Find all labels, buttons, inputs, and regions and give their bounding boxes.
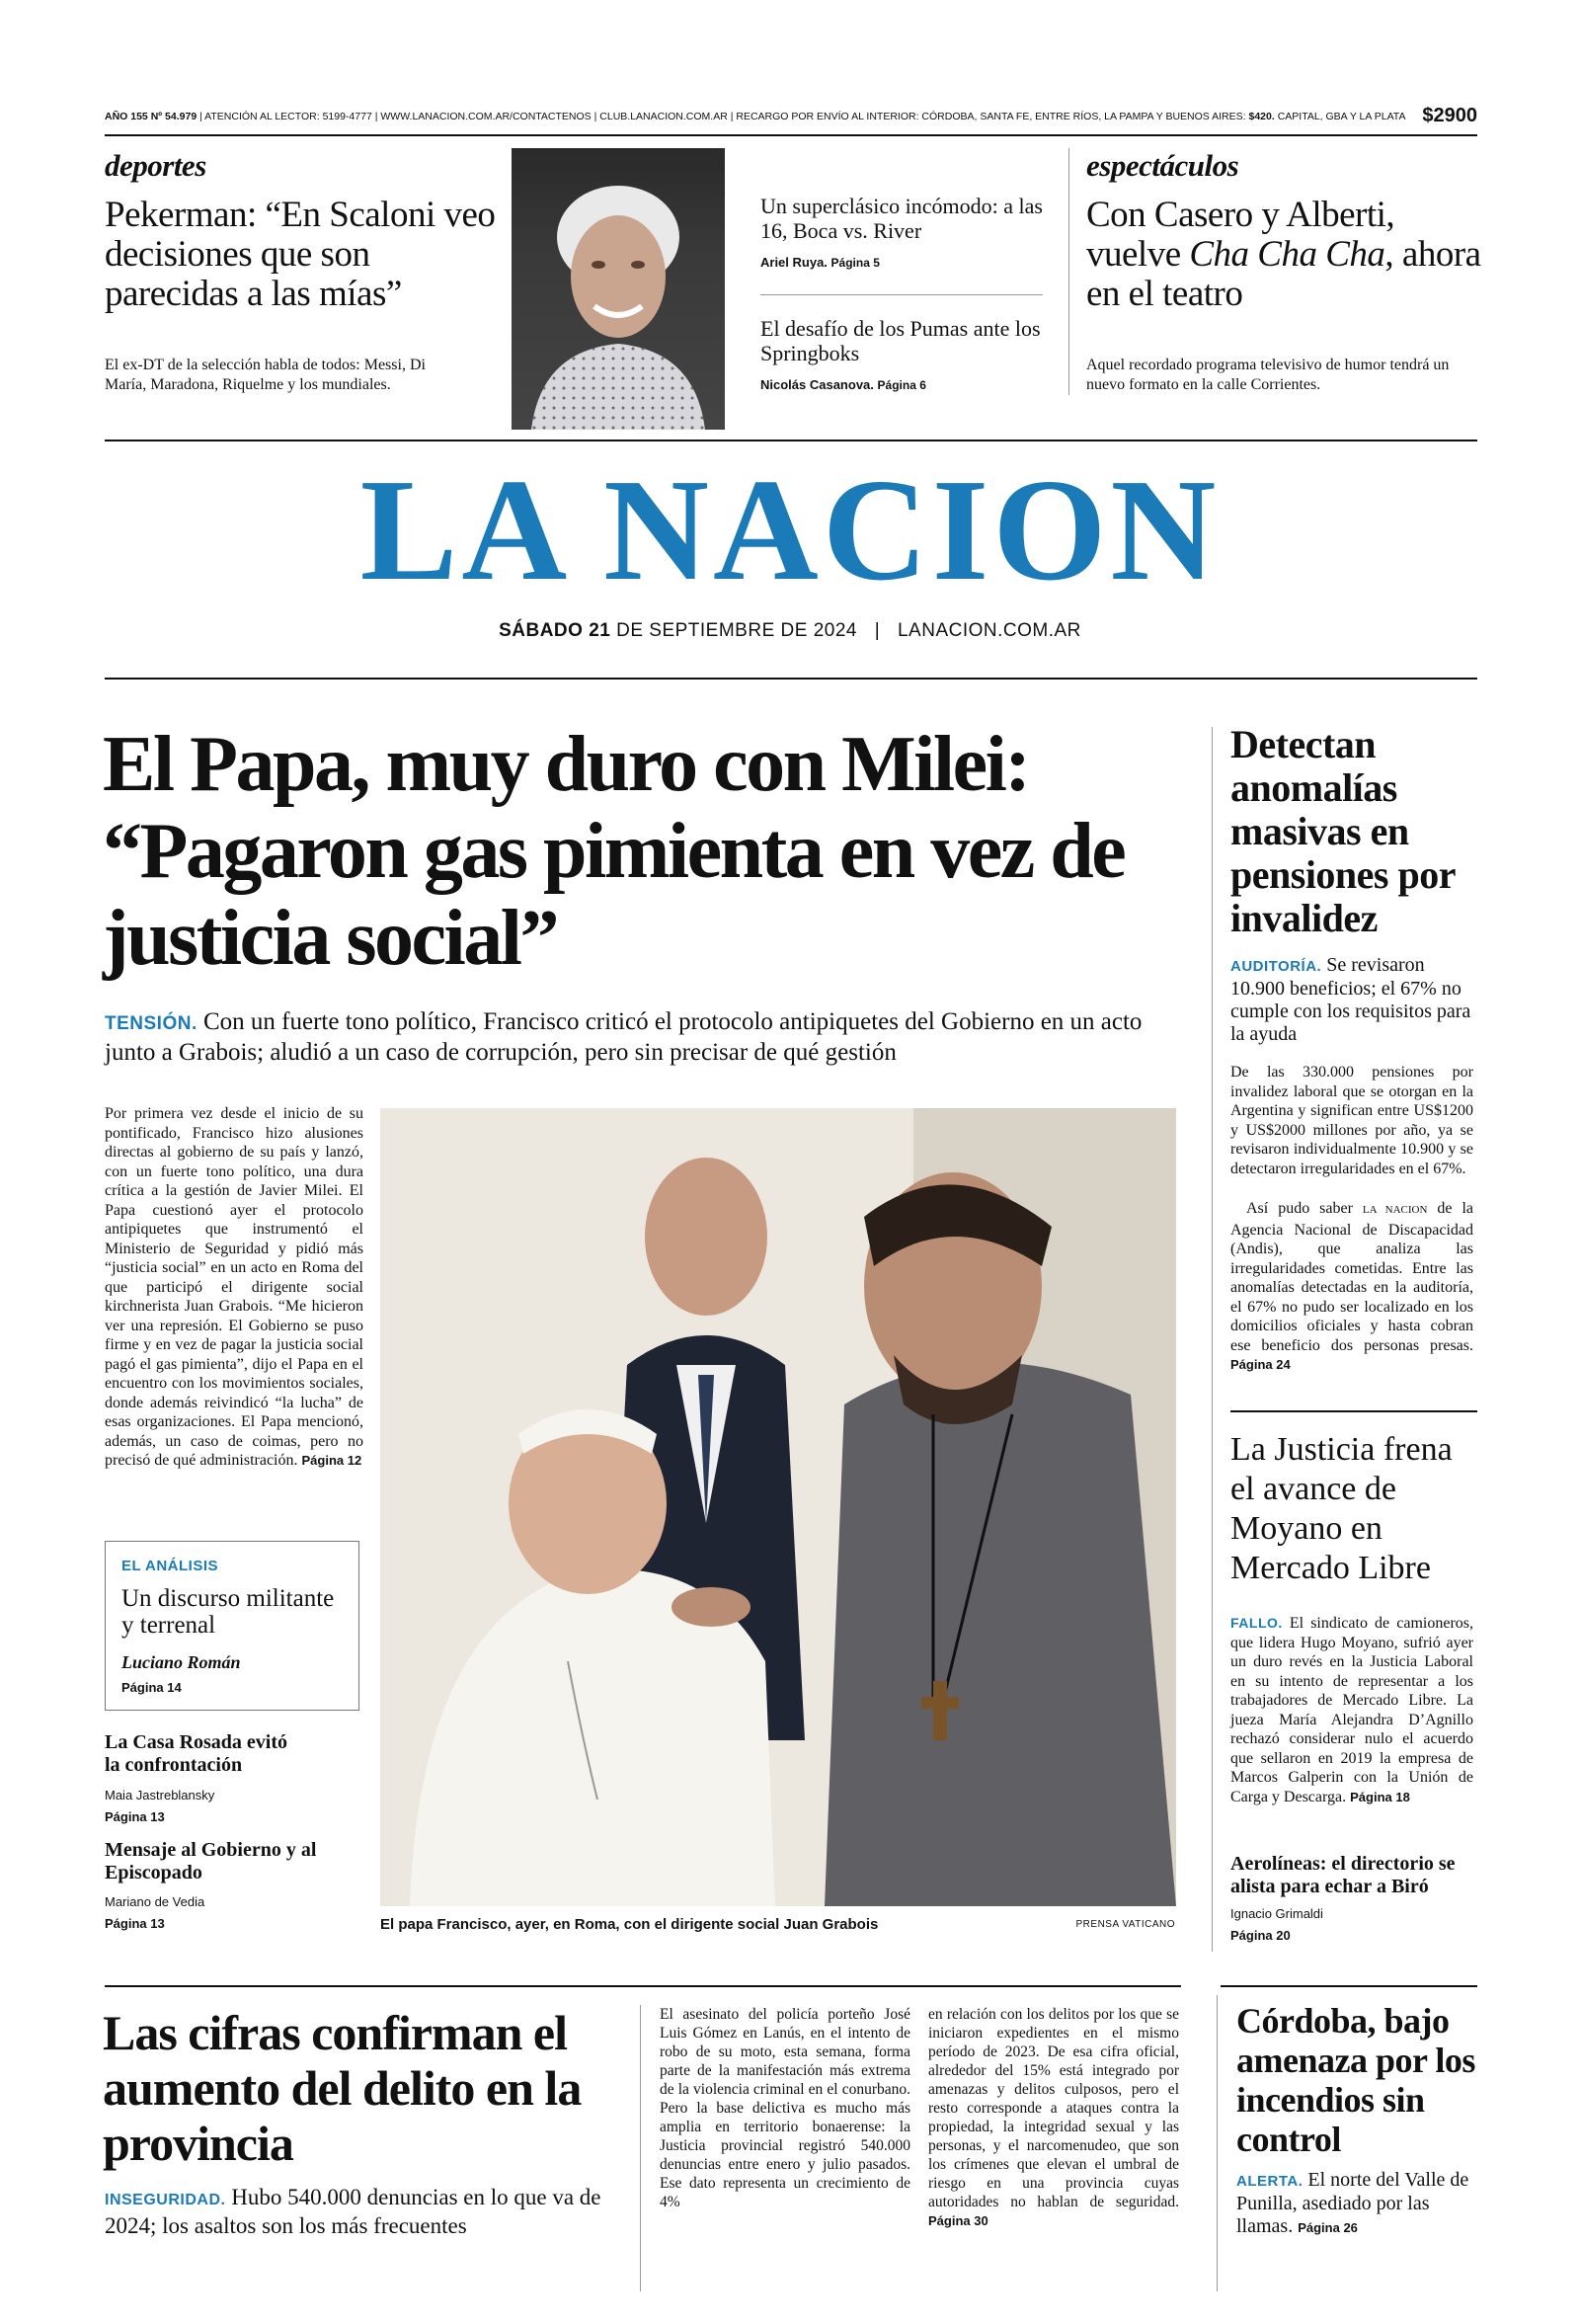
lead-credit: PRENSA VATICANO xyxy=(1075,1919,1175,1930)
related-2-author: Mariano de Vedia xyxy=(105,1894,205,1909)
meta-bar: AÑO 155 Nº 54.979 | ATENCIÓN AL LECTOR: 5199-4777 | WWW.LANACION.COM.AR/CONTACTENOS | CLUB.LANACION.COM.AR | RECARGO POR ENVÍO AL INTERIOR: CÓRDOBA, SANTA FE, ENTRE RÍOS, LA PAMPA Y BUENOS AIRES: $420. CAPITAL, GBA Y LA PLATA xyxy=(105,111,1406,122)
right-divider-1 xyxy=(1230,1410,1477,1412)
masthead-bottom-rule xyxy=(105,678,1477,680)
moyano-body xyxy=(1230,1614,1473,1806)
pekerman-photo[interactable] xyxy=(512,148,725,430)
brief-superclasico-page[interactable]: Página 5 xyxy=(830,256,880,270)
brief-pumas-page[interactable]: Página 6 xyxy=(877,378,926,392)
cordoba-page[interactable]: Página 26 xyxy=(1298,2220,1358,2235)
meta-contact-url[interactable]: WWW.LANACION.COM.AR/CONTACTENOS xyxy=(380,111,592,122)
pensiones-headline[interactable]: Detectan anomalías masivas en pensiones por invalidez xyxy=(1230,722,1456,940)
section-espectaculos[interactable]: espectáculos xyxy=(1086,148,1239,183)
deportes-summary: El ex-DT de la selección habla de todos: Messi, Di María, Maradona, Riquelme y los mundiales. xyxy=(105,357,426,393)
masthead-top-rule xyxy=(105,440,1477,441)
moyano-body-text: El sindicato de camioneros, que lidera Hugo Moyano, sufrió ayer un duro revés en la Justicia Laboral en su intento de representar a los trabajadores de Mercado Libre. La jueza María Alejandra D’Agnillo rechazó considerar nulo el acuerdo que sellaron en 2019 la empresa de Marcos Galperin con la Unión de Carga y Descarga. xyxy=(1230,1615,1473,1805)
section-deportes[interactable]: deportes xyxy=(105,148,206,183)
deportes-headline[interactable]: Pekerman: “En Scaloni veo decisiones que son parecidas a las mías” xyxy=(105,195,496,314)
masthead-site[interactable]: LANACION.COM.AR xyxy=(897,620,1081,641)
meta-club-url[interactable]: CLUB.LANACION.COM.AR xyxy=(599,111,728,122)
delito-headline[interactable]: Las cifras confirman el aumento del delito en la provincia xyxy=(103,2005,582,2171)
pensiones-body2-a: Así pudo saber xyxy=(1246,1200,1363,1217)
espectaculos-headline-c: , ahora en el teatro xyxy=(1086,234,1481,314)
delito-vrule xyxy=(640,2005,641,2291)
meta-reader-phone: ATENCIÓN AL LECTOR: 5199-4777 xyxy=(204,111,372,122)
analysis-box[interactable] xyxy=(105,1541,359,1711)
briefs-divider xyxy=(760,294,1043,295)
top-strip-vrule xyxy=(1068,148,1069,395)
aerolineas-author: Ignacio Grimaldi xyxy=(1230,1906,1323,1921)
brief-pumas-title[interactable]: El desafío de los Pumas ante los Springboks xyxy=(760,316,1041,365)
delito-deck-text: Hubo 540.000 denuncias en lo que va de 2024; los asaltos son los más frecuentes xyxy=(105,2185,601,2238)
masthead-title[interactable]: LA NACION xyxy=(359,449,1221,611)
meta-surcharge-label: RECARGO POR ENVÍO AL INTERIOR: CÓRDOBA, SANTA FE, ENTRE RÍOS, LA PAMPA Y BUENOS AIRES: xyxy=(736,111,1246,122)
brief-pumas-byline xyxy=(760,377,926,392)
analysis-page: Página 14 xyxy=(121,1680,182,1695)
lead-body-page[interactable]: Página 12 xyxy=(301,1453,362,1468)
moyano-page[interactable]: Página 18 xyxy=(1350,1789,1410,1804)
related-1-page[interactable]: Página 13 xyxy=(105,1809,165,1824)
cordoba-vrule xyxy=(1217,1995,1218,2291)
brief-superclasico-author: Ariel Ruya. xyxy=(760,255,828,270)
aerolineas-page[interactable]: Página 20 xyxy=(1230,1928,1291,1943)
lead-caption: El papa Francisco, ayer, en Roma, con el dirigente social Juan Grabois xyxy=(380,1916,879,1933)
aerolineas-title[interactable]: Aerolíneas: el directorio se alista para echar a Biró xyxy=(1230,1853,1456,1897)
delito-col2-text: en relación con los delitos por los que se iniciaron expedientes en el mismo período de 2023. De esa cifra oficial, alrededor del 15% está integrado por amenazas y delitos culposos, pero el resto corresponde a ataques contra la propiedad, la integridad sexual y las personas, y el narcomenudeo, que son los crímenes que elevan el umbral de riesgo en una provincia cuyas autoridades no hablan de seguridad. xyxy=(928,2006,1179,2210)
moyano-headline[interactable]: La Justicia frena el avance de Moyano en Mercado Libre xyxy=(1230,1431,1453,1586)
meta-year: AÑO 155 xyxy=(105,111,148,122)
delito-col1: El asesinato del policía porteño José Luis Gómez en Lanús, en el intento de robo de su moto, esta semana, forma parte de la manifestación más extrema de la violencia criminal en el conurbano. Pero la base delictiva es mucho más amplia en territorio bonaerense: la Justicia provincial registró 540.000 denuncias entre enero y julio pasados. Ese dato representa un crecimiento de 4% xyxy=(660,2006,910,2210)
masthead-date-rest: DE SEPTIEMBRE DE 2024 xyxy=(610,620,857,641)
cordoba-body xyxy=(1236,2169,1473,2239)
brief-superclasico-byline xyxy=(760,255,880,270)
brief-superclasico-title[interactable]: Un superclásico incómodo: a las 16, Boca vs. River xyxy=(760,194,1043,243)
cordoba-headline[interactable]: Córdoba, bajo amenaza por los incendios sin control xyxy=(1236,2001,1475,2159)
delito-page[interactable]: Página 30 xyxy=(928,2213,988,2228)
espectaculos-headline-a: Con Casero y Alberti, vuelve xyxy=(1086,195,1395,275)
pensiones-deck xyxy=(1230,954,1477,1046)
meta-surcharge-tail: CAPITAL, GBA Y LA PLATA xyxy=(1277,111,1406,122)
right-column-vrule xyxy=(1212,727,1213,1952)
espectaculos-headline-b: Cha Cha Cha xyxy=(1189,234,1385,275)
bottom-right-rule xyxy=(1221,1985,1477,1987)
pensiones-kicker: AUDITORÍA. xyxy=(1230,958,1322,975)
lead-deck xyxy=(105,1007,1181,1067)
lead-headline[interactable]: El Papa, muy duro con Milei: “Pagaron gas pimienta en vez de justicia social” xyxy=(103,721,1125,982)
masthead-separator: | xyxy=(874,620,881,641)
portrait-illustration xyxy=(512,148,725,430)
related-1-author: Maia Jastreblansky xyxy=(105,1788,215,1803)
analysis-label: EL ANÁLISIS xyxy=(121,1558,219,1574)
bottom-rule xyxy=(105,1985,1181,1987)
pensiones-body1: De las 330.000 pensiones por invalidez laboral que se otorgan en la Argentina y significan entre US$1200 y US$2000 millones por año, ya se revisaron individualmente 10.900 y se detectaron irregularidades en el 67%. xyxy=(1230,1064,1473,1177)
pensiones-page[interactable]: Página 24 xyxy=(1230,1357,1291,1372)
masthead-dateline xyxy=(0,620,1580,642)
cordoba-kicker: ALERTA. xyxy=(1236,2173,1304,2190)
analysis-title: Un discurso militante y terrenal xyxy=(121,1585,335,1639)
meta-issue: Nº 54.979 xyxy=(150,111,198,122)
delito-col2 xyxy=(928,2005,1179,2230)
masthead-day: SÁBADO 21 xyxy=(499,620,611,641)
pensiones-body2 xyxy=(1230,1199,1473,1375)
brief-pumas-author: Nicolás Casanova. xyxy=(760,377,874,392)
related-2-page[interactable]: Página 13 xyxy=(105,1916,165,1931)
espectaculos-headline[interactable] xyxy=(1086,196,1481,314)
price: $2900 xyxy=(1422,105,1477,126)
lead-body xyxy=(105,1104,363,1471)
delito-kicker: INSEGURIDAD. xyxy=(105,2192,226,2208)
moyano-kicker: FALLO. xyxy=(1230,1615,1283,1631)
pensiones-body2-brand: LA NACION xyxy=(1362,1204,1428,1216)
lead-photo-illustration xyxy=(380,1108,1176,1906)
cordoba-body-text: El norte del Valle de Punilla, asediado por las llamas. xyxy=(1236,2169,1469,2237)
lead-kicker: TENSIÓN. xyxy=(105,1013,198,1034)
delito-deck xyxy=(105,2185,618,2239)
pensiones-deck-text: Se revisaron 10.900 beneficios; el 67% no cumple con los requisitos para la ayuda xyxy=(1230,954,1471,1045)
related-2-title[interactable]: Mensaje al Gobierno y al Episcopado xyxy=(105,1839,317,1883)
lead-body-text: Por primera vez desde el inicio de su pontificado, Francisco hizo alusiones directas al gobierno de su país y lanzó, con un fuerte tono político, una dura crítica a la gestión de Javier Milei. El Papa cuestionó ayer el protocolo antipiquetes que instrumentó el Ministerio de Seguridad y pidió más “justicia social” en un acto en Roma del que participó el dirigente social kirchnerista Juan Grabois. “Me hicieron ver una represión. El Gobierno se puso firme y en vez de pagar la justicia social pagó el gas pimienta”, dijo el Papa en el encuentro con los movimientos sociales, donde además reivindicó “la lucha” de esas organizaciones. El Papa mencionó, además, un caso de coimas, pero no precisó de qué administración. xyxy=(105,1105,363,1469)
pensiones-body2-b: de la Agencia Nacional de Discapacidad (Andis), que analiza las irregularidades cometidas. Entre las anomalías detectadas en la auditoría, el 67% no pudo ser localizado en los domicilios oficiales y hasta cobran ese beneficio dos personas presas. xyxy=(1230,1200,1473,1354)
lead-deck-text: Con un fuerte tono político, Francisco criticó el protocolo antipiquetes del Gobierno en un acto junto a Grabois; aludió a un caso de corrupción, pero sin precisar de qué gestión xyxy=(105,1008,1143,1066)
top-rule xyxy=(105,134,1477,136)
meta-surcharge-value: $420. xyxy=(1248,111,1275,122)
espectaculos-summary: Aquel recordado programa televisivo de humor tendrá un nuevo formato en la calle Corrientes. xyxy=(1086,357,1450,393)
lead-photo[interactable] xyxy=(380,1108,1176,1906)
related-1-title[interactable]: La Casa Rosada evitó la confrontación xyxy=(105,1731,288,1776)
analysis-author: Luciano Román xyxy=(121,1652,241,1672)
